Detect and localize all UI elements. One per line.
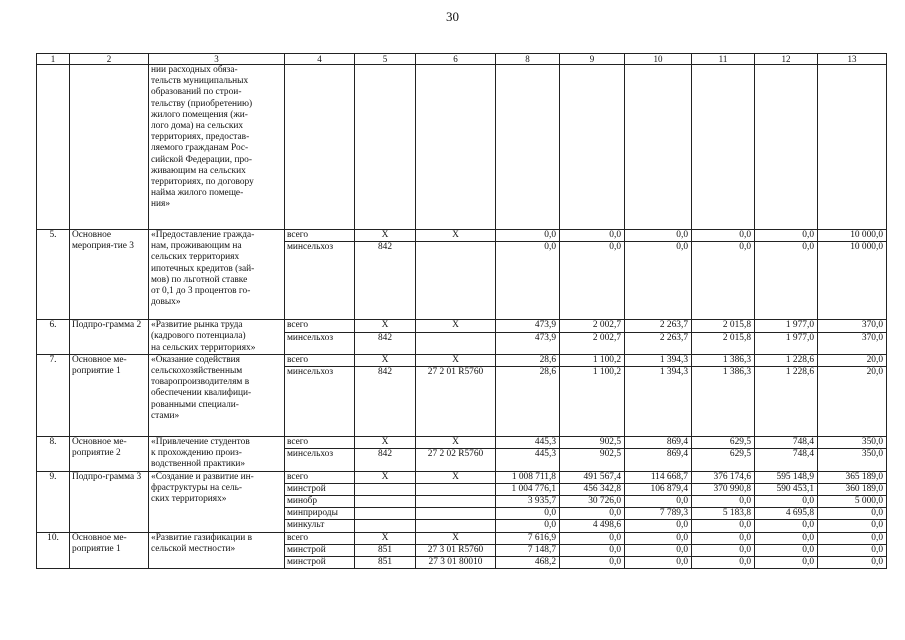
amount-cell: 1 394,3 xyxy=(625,354,692,366)
table-row xyxy=(37,437,887,449)
amount-cell: 748,4 xyxy=(755,449,818,471)
row-number-cell: 7. xyxy=(37,354,70,436)
budget-code-cell: X xyxy=(416,437,496,449)
amount-cell: 30 726,0 xyxy=(560,496,625,508)
amount-cell: 2 002,7 xyxy=(560,332,625,354)
amount-cell: 0,0 xyxy=(692,544,755,556)
executor-cell: минстрой xyxy=(285,557,355,569)
amount-cell: 629,5 xyxy=(692,437,755,449)
row-number-cell: 6. xyxy=(37,320,70,355)
executor-cell: минсельхоз xyxy=(285,242,355,320)
grbs-code-cell xyxy=(355,496,416,508)
amount-cell: 0,0 xyxy=(560,532,625,544)
budget-code-cell: X xyxy=(416,354,496,366)
amount-cell: 0,0 xyxy=(560,508,625,520)
row-description-cell: «Развитие газификации в сельской местности» xyxy=(149,532,285,569)
amount-cell: 5 183,8 xyxy=(692,508,755,520)
amount-cell: 114 668,7 xyxy=(625,471,692,483)
empty-cell xyxy=(818,65,887,230)
amount-cell: 0,0 xyxy=(625,242,692,320)
row-name-cell: Подпро-грамма 2 xyxy=(70,320,149,355)
amount-cell: 0,0 xyxy=(625,520,692,532)
amount-cell: 869,4 xyxy=(625,449,692,471)
amount-cell: 0,0 xyxy=(560,557,625,569)
executor-cell: минприроды xyxy=(285,508,355,520)
table-row xyxy=(37,65,887,230)
grbs-code-cell: 842 xyxy=(355,449,416,471)
row-number-cell: 5. xyxy=(37,230,70,320)
budget-code-cell xyxy=(416,332,496,354)
amount-cell: 902,5 xyxy=(560,437,625,449)
empty-cell xyxy=(285,65,355,230)
budget-code-cell xyxy=(416,508,496,520)
executor-cell: всего xyxy=(285,230,355,242)
amount-cell: 1 386,3 xyxy=(692,354,755,366)
amount-cell: 106 879,4 xyxy=(625,483,692,495)
amount-cell: 590 453,1 xyxy=(755,483,818,495)
amount-cell: 350,0 xyxy=(818,437,887,449)
column-number-cell: 9 xyxy=(560,54,625,65)
amount-cell: 0,0 xyxy=(755,557,818,569)
amount-cell: 1 228,6 xyxy=(755,354,818,366)
column-number-cell: 4 xyxy=(285,54,355,65)
amount-cell: 468,2 xyxy=(496,557,560,569)
amount-cell: 4 695,8 xyxy=(755,508,818,520)
amount-cell: 0,0 xyxy=(755,496,818,508)
amount-cell: 0,0 xyxy=(496,230,560,242)
table-row xyxy=(37,354,887,366)
amount-cell: 2 002,7 xyxy=(560,320,625,332)
amount-cell: 445,3 xyxy=(496,449,560,471)
amount-cell: 0,0 xyxy=(755,230,818,242)
amount-cell: 376 174,6 xyxy=(692,471,755,483)
amount-cell: 595 148,9 xyxy=(755,471,818,483)
page-number: 30 xyxy=(446,9,459,24)
amount-cell: 10 000,0 xyxy=(818,242,887,320)
amount-cell: 0,0 xyxy=(755,242,818,320)
amount-cell: 370,0 xyxy=(818,332,887,354)
row-description-cell: «Оказание содействия сельскохозяйственным товаропроизводителям в обеспечении квалифици- рованными специали- стами» xyxy=(149,354,285,436)
row-description-cell: «Привлечение студентов к прохождению произ- водственной практики» xyxy=(149,437,285,472)
amount-cell: 0,0 xyxy=(496,242,560,320)
amount-cell: 0,0 xyxy=(818,557,887,569)
amount-cell: 1 004 776,1 xyxy=(496,483,560,495)
table-row xyxy=(37,532,887,544)
column-number-cell: 3 xyxy=(149,54,285,65)
amount-cell: 0,0 xyxy=(625,496,692,508)
executor-cell: всего xyxy=(285,354,355,366)
amount-cell: 0,0 xyxy=(755,520,818,532)
empty-cell xyxy=(692,65,755,230)
row-name-cell: Подпро-грамма 3 xyxy=(70,471,149,532)
row-description-cell: «Предоставление гражда- нам, проживающим на сельских территориях ипотечных кредитов (зай- мов) по льготной ставке от 0,1 до 3 процентов го- довых» xyxy=(149,230,285,320)
amount-cell: 0,0 xyxy=(692,557,755,569)
budget-code-cell xyxy=(416,242,496,320)
budget-code-cell: X xyxy=(416,471,496,483)
executor-cell: минкульт xyxy=(285,520,355,532)
amount-cell: 1 977,0 xyxy=(755,332,818,354)
amount-cell: 360 189,0 xyxy=(818,483,887,495)
grbs-code-cell: 842 xyxy=(355,332,416,354)
amount-cell: 0,0 xyxy=(625,230,692,242)
amount-cell: 0,0 xyxy=(625,557,692,569)
budget-code-cell: X xyxy=(416,320,496,332)
budget-code-cell xyxy=(416,496,496,508)
row-description-cell: «Создание и развитие ин- фраструктуры на сель- ских территориях» xyxy=(149,471,285,532)
column-number-cell: 12 xyxy=(755,54,818,65)
amount-cell: 902,5 xyxy=(560,449,625,471)
amount-cell: 2 015,8 xyxy=(692,320,755,332)
grbs-code-cell xyxy=(355,483,416,495)
amount-cell: 4 498,6 xyxy=(560,520,625,532)
grbs-code-cell: X xyxy=(355,230,416,242)
grbs-code-cell: 842 xyxy=(355,367,416,437)
column-number-cell: 8 xyxy=(496,54,560,65)
empty-cell xyxy=(625,65,692,230)
amount-cell: 2 263,7 xyxy=(625,320,692,332)
amount-cell: 10 000,0 xyxy=(818,230,887,242)
amount-cell: 365 189,0 xyxy=(818,471,887,483)
empty-cell xyxy=(496,65,560,230)
column-number-row xyxy=(37,54,887,65)
grbs-code-cell: X xyxy=(355,354,416,366)
amount-cell: 1 977,0 xyxy=(755,320,818,332)
amount-cell: 869,4 xyxy=(625,437,692,449)
program-table xyxy=(36,53,887,569)
amount-cell: 2 263,7 xyxy=(625,332,692,354)
amount-cell: 20,0 xyxy=(818,367,887,437)
empty-cell xyxy=(355,65,416,230)
amount-cell: 7 789,3 xyxy=(625,508,692,520)
amount-cell: 370,0 xyxy=(818,320,887,332)
executor-cell: минстрой xyxy=(285,544,355,556)
amount-cell: 0,0 xyxy=(560,230,625,242)
executor-cell: всего xyxy=(285,471,355,483)
row-number-cell xyxy=(37,65,70,230)
row-name-cell: Основное ме-роприятие 2 xyxy=(70,437,149,472)
grbs-code-cell xyxy=(355,520,416,532)
amount-cell: 7 616,9 xyxy=(496,532,560,544)
row-number-cell: 8. xyxy=(37,437,70,472)
grbs-code-cell: X xyxy=(355,437,416,449)
budget-code-cell xyxy=(416,520,496,532)
amount-cell: 28,6 xyxy=(496,354,560,366)
table-row xyxy=(37,320,887,332)
amount-cell: 3 935,7 xyxy=(496,496,560,508)
column-number-cell: 6 xyxy=(416,54,496,65)
amount-cell: 0,0 xyxy=(496,520,560,532)
amount-cell: 0,0 xyxy=(692,230,755,242)
row-number-cell: 10. xyxy=(37,532,70,569)
budget-code-cell: 27 2 02 R5760 xyxy=(416,449,496,471)
amount-cell: 0,0 xyxy=(818,544,887,556)
executor-cell: всего xyxy=(285,320,355,332)
column-number-cell: 1 xyxy=(37,54,70,65)
executor-cell: минсельхоз xyxy=(285,332,355,354)
executor-cell: всего xyxy=(285,437,355,449)
amount-cell: 0,0 xyxy=(818,520,887,532)
amount-cell: 0,0 xyxy=(818,532,887,544)
column-number-cell: 2 xyxy=(70,54,149,65)
amount-cell: 0,0 xyxy=(625,544,692,556)
grbs-code-cell: X xyxy=(355,471,416,483)
amount-cell: 1 100,2 xyxy=(560,367,625,437)
amount-cell: 491 567,4 xyxy=(560,471,625,483)
amount-cell: 0,0 xyxy=(818,508,887,520)
budget-code-cell xyxy=(416,483,496,495)
row-name-cell xyxy=(70,65,149,230)
grbs-code-cell: 842 xyxy=(355,242,416,320)
table-row xyxy=(37,471,887,483)
amount-cell: 456 342,8 xyxy=(560,483,625,495)
amount-cell: 20,0 xyxy=(818,354,887,366)
amount-cell: 445,3 xyxy=(496,437,560,449)
amount-cell: 748,4 xyxy=(755,437,818,449)
row-number-cell: 9. xyxy=(37,471,70,532)
amount-cell: 350,0 xyxy=(818,449,887,471)
executor-cell: минобр xyxy=(285,496,355,508)
grbs-code-cell: X xyxy=(355,320,416,332)
table-row xyxy=(37,230,887,242)
budget-code-cell: 27 3 01 80010 xyxy=(416,557,496,569)
grbs-code-cell: 851 xyxy=(355,557,416,569)
amount-cell: 0,0 xyxy=(692,242,755,320)
budget-code-cell: 27 3 01 R5760 xyxy=(416,544,496,556)
amount-cell: 370 990,8 xyxy=(692,483,755,495)
executor-cell: минсельхоз xyxy=(285,367,355,437)
amount-cell: 0,0 xyxy=(692,520,755,532)
amount-cell: 1 386,3 xyxy=(692,367,755,437)
grbs-code-cell: X xyxy=(355,532,416,544)
empty-cell xyxy=(416,65,496,230)
amount-cell: 473,9 xyxy=(496,332,560,354)
grbs-code-cell xyxy=(355,508,416,520)
column-number-cell: 13 xyxy=(818,54,887,65)
grbs-code-cell: 851 xyxy=(355,544,416,556)
row-name-cell: Основное ме-роприятие 1 xyxy=(70,354,149,436)
budget-code-cell: X xyxy=(416,532,496,544)
table-body xyxy=(37,54,887,569)
amount-cell: 0,0 xyxy=(560,242,625,320)
amount-cell: 28,6 xyxy=(496,367,560,437)
amount-cell: 1 394,3 xyxy=(625,367,692,437)
amount-cell: 1 008 711,8 xyxy=(496,471,560,483)
amount-cell: 0,0 xyxy=(692,532,755,544)
column-number-cell: 10 xyxy=(625,54,692,65)
row-name-cell: Основное ме-роприятие 1 xyxy=(70,532,149,569)
amount-cell: 7 148,7 xyxy=(496,544,560,556)
amount-cell: 5 000,0 xyxy=(818,496,887,508)
column-number-cell: 11 xyxy=(692,54,755,65)
row-description-cell: нии расходных обяза- тельств муниципальных образований по строи- тельству (приобретению) жилого помещения (жи- лого дома) на сельских территориях, предостав- ляемого гражданам Рос- сийской Федерации, про- живающим на сельских территориях, по договору найма жилого помеще- ния» xyxy=(149,65,285,230)
amount-cell: 0,0 xyxy=(755,532,818,544)
empty-cell xyxy=(560,65,625,230)
amount-cell: 0,0 xyxy=(496,508,560,520)
budget-code-cell: X xyxy=(416,230,496,242)
row-description-cell: «Развитие рынка труда (кадрового потенциала) на сельских территориях» xyxy=(149,320,285,355)
amount-cell: 473,9 xyxy=(496,320,560,332)
executor-cell: всего xyxy=(285,532,355,544)
executor-cell: минстрой xyxy=(285,483,355,495)
empty-cell xyxy=(755,65,818,230)
amount-cell: 0,0 xyxy=(755,544,818,556)
amount-cell: 1 100,2 xyxy=(560,354,625,366)
executor-cell: минсельхоз xyxy=(285,449,355,471)
budget-code-cell: 27 2 01 R5760 xyxy=(416,367,496,437)
amount-cell: 0,0 xyxy=(560,544,625,556)
row-name-cell: Основное мероприя-тие 3 xyxy=(70,230,149,320)
amount-cell: 2 015,8 xyxy=(692,332,755,354)
amount-cell: 0,0 xyxy=(692,496,755,508)
amount-cell: 1 228,6 xyxy=(755,367,818,437)
amount-cell: 629,5 xyxy=(692,449,755,471)
column-number-cell: 5 xyxy=(355,54,416,65)
amount-cell: 0,0 xyxy=(625,532,692,544)
